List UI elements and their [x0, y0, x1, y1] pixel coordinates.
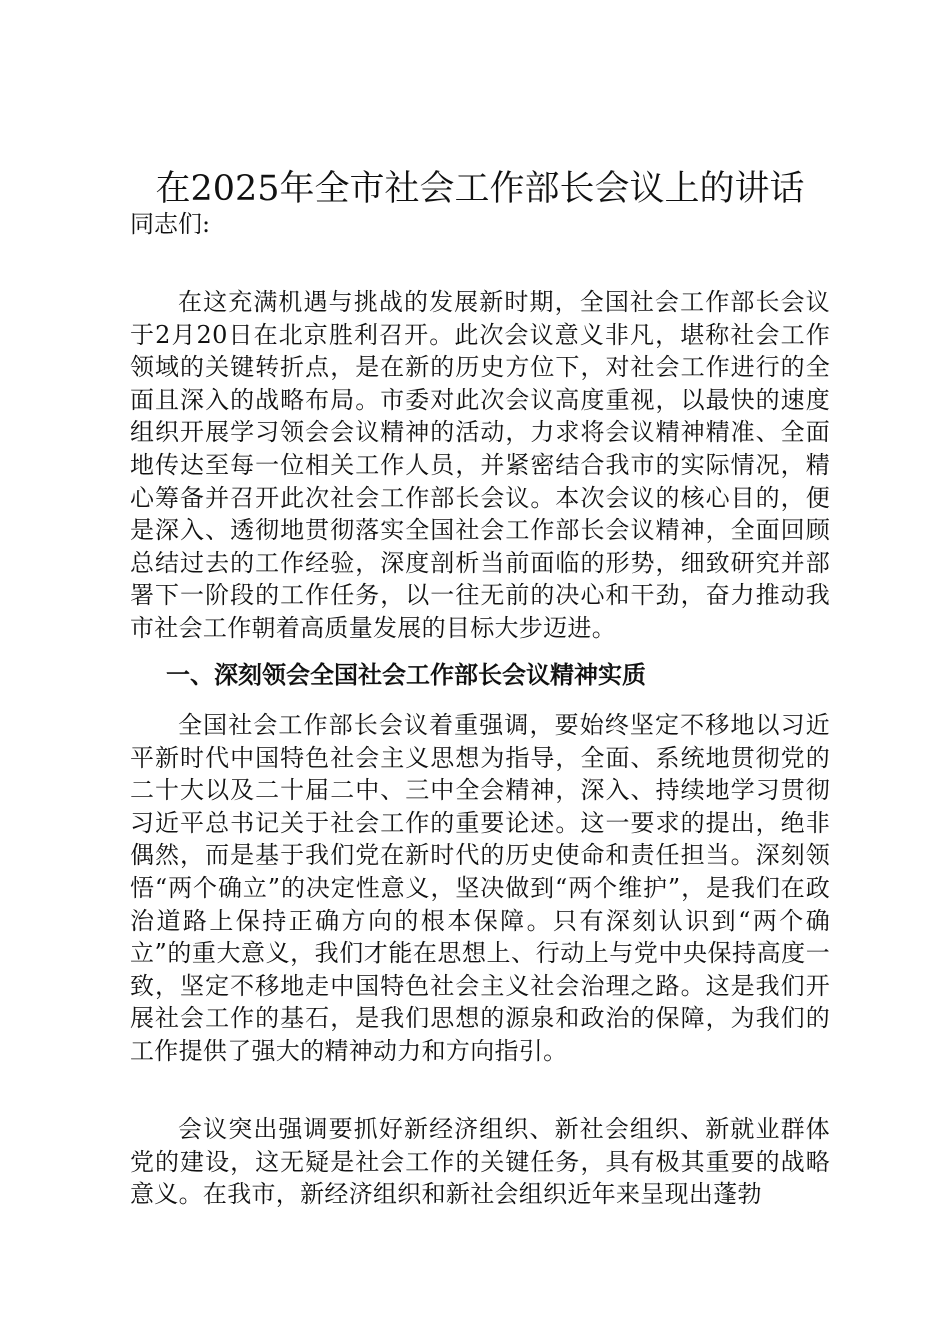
paragraph-section-1: 全国社会工作部长会议着重强调，要始终坚定不移地以习近平新时代中国特色社会主义思想为指导，全面、系统地贯彻党的二十大以及二十届二中、三中全会精神，深入、持续地学习贯彻习近平总书记关于社会工作的重要论述。这一要求的提出，绝非偶然，而是基于我们党在新时代的历史使命和责任担当。深刻领悟“两个确立”的决定性意义，坚决做到“两个维护”，是我们在政治道路上保持正确方向的根本保障。只有深刻认识到“两个确立”的重大意义，我们才能在思想上、行动上与党中央保持高度一致，坚定不移地走中国特色社会主义社会治理之路。这是我们开展社会工作的基石，是我们思想的源泉和政治的保障，为我们的工作提供了强大的精神动力和方向指引。	[130, 711, 830, 1065]
document-title: 在2025年全市社会工作部长会议上的讲话	[155, 169, 805, 209]
salutation: 同志们:	[130, 210, 211, 238]
section-heading: 一、深刻领会全国社会工作部长会议精神实质	[166, 660, 646, 689]
paragraph-section-2: 会议突出强调要抓好新经济组织、新社会组织、新就业群体党的建设，这无疑是社会工作的关键任务，具有极其重要的战略意义。在我市，新经济组织和新社会组织近年来呈现出蓬勃	[130, 1115, 830, 1209]
paragraph-intro: 在这充满机遇与挑战的发展新时期，全国社会工作部长会议于2月20日在北京胜利召开。此次会议意义非凡，堪称社会工作领域的关键转折点，是在新的历史方位下，对社会工作进行的全面且深入的战略布局。市委对此次会议高度重视，以最快的速度组织开展学习领会会议精神的活动，力求将会议精神精准、全面地传达至每一位相关工作人员，并紧密结合我市的实际情况，精心筹备并召开此次社会工作部长会议。本次会议的核心目的，便是深入、透彻地贯彻落实全国社会工作部长会议精神，全面回顾总结过去的工作经验，深度剖析当前面临的形势，细致研究并部署下一阶段的工作任务，以一往无前的决心和干劲，奋力推动我市社会工作朝着高质量发展的目标大步迈进。	[130, 288, 830, 642]
